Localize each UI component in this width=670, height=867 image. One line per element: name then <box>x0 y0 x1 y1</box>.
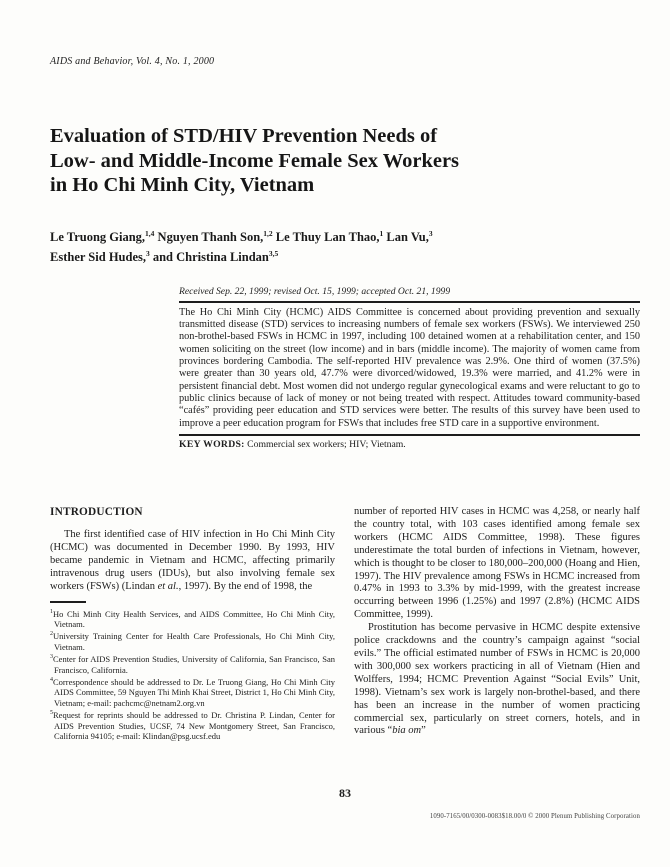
author-affiliation-superscript: 1 <box>379 229 384 238</box>
author-line-1 <box>50 226 433 246</box>
author-name: Nguyen Thanh Son, <box>154 230 264 245</box>
title-line-1: Evaluation of STD/HIV Prevention Needs of <box>50 125 438 147</box>
footnote-marker: 3 <box>50 654 53 661</box>
author-affiliation-superscript: 3,5 <box>268 248 279 258</box>
paragraph-text: ” <box>421 725 426 737</box>
footnote-marker: 1 <box>50 608 53 615</box>
footnote-marker: 5 <box>50 710 53 717</box>
intro-paragraph-1 <box>50 529 335 594</box>
author-name: Lan Vu, <box>383 230 429 245</box>
author-name: Le Truong Giang, <box>50 230 146 245</box>
footnote-text: Center for AIDS Prevention Studies, University of California, San Francisco, San Francisco, California. <box>53 654 335 675</box>
footnote-text: Correspondence should be addressed to Dr. Le Truong Giang, Ho Chi Minh City AIDS Committee, 59 Nguyen Thi Minh Khai Street, District 1, Ho Chi Minh City, Vietnam; e-mail: pachcmc@netnam2.org.vn <box>53 676 335 708</box>
keywords-label: KEY WORDS: <box>179 438 245 450</box>
author-name: and Christina Lindan <box>149 249 269 264</box>
author-line-2 <box>50 246 433 266</box>
footnote-1 <box>50 607 335 630</box>
received-dates: Received Sep. 22, 1999; revised Oct. 15, 1999; accepted Oct. 21, 1999 <box>179 286 451 297</box>
footnote-2 <box>50 629 335 652</box>
left-column <box>50 506 335 742</box>
footnote-text: University Training Center for Health Care Professionals, Ho Chi Minh City, Vietnam. <box>53 631 335 652</box>
copyright-line: 1090-7165/00/0300-0083$18.00/0 © 2000 Plenum Publishing Corporation <box>429 813 640 820</box>
page-number: 83 <box>339 786 351 800</box>
footnote-text: Request for reprints should be addressed to Dr. Christina P. Lindan, Center for AIDS Prevention Studies, UCSF, 74 New Montgomery Street, San Francisco, California 94105; e-mail: Klindan@psg.ucsf.edu <box>53 710 335 742</box>
author-name: Esther Sid Hudes, <box>50 249 146 264</box>
abstract-bottom-rule <box>179 434 640 436</box>
author-list <box>50 226 433 265</box>
footnote-list <box>50 607 335 742</box>
footnote-4 <box>50 675 335 708</box>
footnote-3 <box>50 652 335 675</box>
keywords-text: Commercial sex workers; HIV; Vietnam. <box>247 438 406 450</box>
author-affiliation-superscript: 3 <box>428 229 433 238</box>
author-affiliation-superscript: 1,4 <box>145 229 155 238</box>
abstract-top-rule <box>179 301 640 303</box>
paragraph-text: , 1997). By the end of 1998, the <box>178 580 313 592</box>
footnote-text: Ho Chi Minh City Health Services, and AIDS Committee, Ho Chi Minh City, Vietnam. <box>53 608 335 629</box>
title-line-2: Low- and Middle-Income Female Sex Workers <box>50 149 460 172</box>
footnote-divider <box>50 601 86 602</box>
paragraph-text: Prostitution has become pervasive in HCMC despite extensive police crackdowns and the country’s campaign against “social evils.” The official estimated number of FSWs in HCMC is 20,000 with 300,000 sex workers practicing in all of Vietnam (Hien and Wolffers, 1994; HCMC Prevention Against “Social Evils” Unit, 1998). Vietnam’s sex work is largely non-brothel-based, and there has been an increase in the number of women practicing commercial sex, particularly on street corners, hotels, and in various “ <box>354 622 640 737</box>
footnote-marker: 2 <box>50 631 53 638</box>
title-line-3: in Ho Chi Minh City, Vietnam <box>50 174 315 196</box>
abstract-block <box>179 286 640 450</box>
paragraph-text: The first identified case of HIV infection in Ho Chi Minh City (HCMC) was documented in December 1990. By 1993, HIV became pandemic in Vietnam and HCMC, affecting primarily intravenous drug users (IDUs), but also involving female sex workers (FSWs) (Lindan <box>50 528 335 592</box>
intro-paragraph-continuation: number of reported HIV cases in HCMC was 4,258, or nearly half the country total, with 103 cases identified among female sex workers (HCMC AIDS Committee, 1998). These figures underestimate the total burden of infections in Vietnam, however, which is thought to be closer to 180,000–200,000 (Hoang and Hien, 1997). The HIV prevalence among FSWs in HCMC increased from 0.47% in 1993 to 3.3% by mid-1999, with the greatest increase occurring between 1996 (1.25%) and 1997 (2.8%) (HCMC AIDS Committee, 1999). <box>354 506 640 621</box>
section-heading-introduction: INTRODUCTION <box>50 506 143 518</box>
page-title <box>50 124 459 198</box>
author-affiliation-superscript: 1,2 <box>263 229 273 238</box>
author-affiliation-superscript: 3 <box>145 248 150 258</box>
italic-term: bia om <box>392 725 422 737</box>
right-column <box>354 506 640 738</box>
intro-paragraph-2 <box>354 622 640 738</box>
italic-citation: et al. <box>157 580 179 592</box>
author-name: Le Thuy Lan Thao, <box>272 230 380 245</box>
keywords-line <box>179 439 640 450</box>
abstract-text: The Ho Chi Minh City (HCMC) AIDS Committee is concerned about providing prevention and sexually transmitted disease (STD) services to increasing numbers of female sex workers (FSWs). We interviewed 250 non-brothel-based FSWs in HCMC in 1997, including 100 detained women at a rehabilitation center, and 150 women soliciting on the street (low income) and in bars (middle income). The majority of women came from provinces bordering Cambodia. The self-reported HIV prevalence was 2.9%. One third of women (37.5%) were greater than 30 years old, 47.7% were divorced/widowed, 19.3% were married, and 41.2% were in persistent financial debt. Most women did not undergo regular gynecological exams and were reluctant to go to public clinics because of lack of money or not being treated with respect. Attitudes toward community-based “cafés” providing peer education and STD services were better. The results of this survey have been used to improve a peer education program for FSWs that includes free STD care in a supportive environment. <box>179 306 640 429</box>
footnote-5 <box>50 708 335 741</box>
footnote-marker: 4 <box>50 677 53 684</box>
journal-header: AIDS and Behavior, Vol. 4, No. 1, 2000 <box>50 56 215 67</box>
